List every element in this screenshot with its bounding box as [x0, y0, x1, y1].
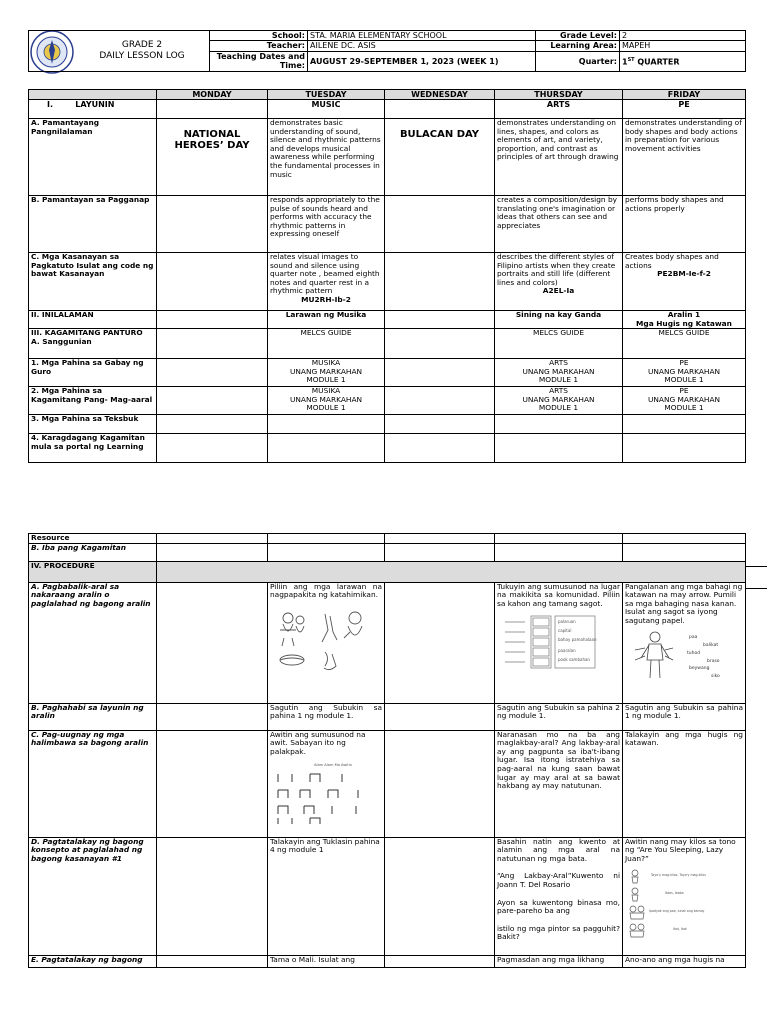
cell-pe-friday: Ano-ano ang mga hugis na: [623, 955, 746, 967]
cell-pa-tuesday: Piliin ang mga larawan na nagpapakita ng katahimikan.: [268, 582, 385, 703]
day-wednesday: WEDNESDAY: [385, 90, 495, 100]
cell-pd-tuesday: Talakayin ang Tuklasin pahina 4 ng module 1: [268, 837, 385, 955]
page-edge-line: [745, 588, 767, 589]
row-label-b: B. Pamantayan sa Pagganap: [29, 196, 157, 253]
day-monday: MONDAY: [157, 90, 268, 100]
log-title: DAILY LESSON LOG: [99, 51, 185, 61]
resource-label: Resource: [29, 534, 157, 544]
row-label-a: A. Pamantayang Pangnilalaman: [29, 119, 157, 196]
school-value: STA. MARIA ELEMENTARY SCHOOL: [308, 31, 536, 41]
song-line: Ikot, Ikot: [673, 927, 687, 932]
day-tuesday: TUESDAY: [268, 90, 385, 100]
box-word: bahay pamahalaan: [558, 637, 597, 643]
community-places-image: [497, 614, 615, 674]
row-label-pd: D. Pagtatalakay ng bagong konsepto at paglalahad ng bagong kasanayan #1: [29, 837, 157, 955]
procedure-label: IV. PROCEDURE: [29, 561, 157, 582]
cell-1-tuesday: MUSIKA UNANG MARKAHAN MODULE 1: [268, 359, 385, 387]
row-label-2: 2. Mga Pahina sa Kagamitang Pang- Mag-aaral: [29, 387, 157, 415]
subject-pe: PE: [623, 100, 746, 119]
holiday-wednesday: BULACAN DAY: [385, 119, 495, 196]
body-word: beywang: [689, 665, 710, 671]
cell-pc-thursday: Naranasan mo na ba ang maglakbay-aral? Ang lakbay-aral ay ang pagpunta sa iba't-ibang lugar. Isa itong istratehiya sa pag-aaral na kung saan bawat lugar ay may aral at sa bawat hakbang ay may natutunan.: [495, 730, 623, 837]
song-line: Ipadyak ang paa, iunat ang kamay: [649, 909, 705, 914]
cell-2-thursday: ARTS UNANG MARKAHAN MODULE 1: [495, 387, 623, 415]
cell-a-tuesday: demonstrates basic understanding of sound, silence and rhythmic patterns and develops musical awareness while performing the fundamental processes in music: [268, 119, 385, 196]
cell-iii-friday: MELCS GUIDE: [623, 329, 746, 359]
procedure-table: [28, 533, 746, 968]
box-word: paaralan: [558, 648, 576, 654]
cell-pa-thursday: Tukuyin ang sumusunod na lugar na makikita sa komunidad. Piliin sa kahon ang tamang sagot. palaruan capital bahay pamahalaan paaralan pook sambahan: [495, 582, 623, 703]
cell-2-friday: PE UNANG MARKAHAN MODULE 1: [623, 387, 746, 415]
teacher-label: Teacher:: [210, 41, 308, 51]
cell-c-friday: Creates body shapes and actions PE2BM-Ie-f-2: [623, 253, 746, 311]
day-thursday: THURSDAY: [495, 90, 623, 100]
cell-pb-thursday: Sagutin ang Subukin sa pahina 2 ng module 1.: [495, 703, 623, 730]
rhythm-notation-image: [270, 760, 374, 826]
row-label-pc: C. Pag-uugnay ng mga halimbawa sa bagong aralin: [29, 730, 157, 837]
cell-1-thursday: ARTS UNANG MARKAHAN MODULE 1: [495, 359, 623, 387]
song-title: Alam Alam Mo Awitin: [314, 763, 352, 768]
cell-pc-tuesday: Awitin ang sumusunod na awit. Sabayan ito ng palakpak. Alam Alam Mo Awitin: [268, 730, 385, 837]
holiday-monday: NATIONAL HEROES’ DAY: [157, 119, 268, 196]
row-label-4: 4. Karagdagang Kagamitan mula sa portal ng Learning: [29, 434, 157, 463]
cell-pe-tuesday: Tama o Mali. Isulat ang: [268, 955, 385, 967]
cell-pa-friday: Pangalanan ang mga bahagi ng katawan na may arrow. Pumili sa mga bahaging nasa kanan. Isulat ang sagot sa iyong sagutang papel. paa balikat tuhod braso beywang siko: [623, 582, 746, 703]
blank-header: [29, 90, 157, 100]
song-line: Tayo'y mag-kilos, Tayo'y mag-kilos: [651, 873, 706, 878]
cell-pe-thursday: Pagmasdan ang mga likhang: [495, 955, 623, 967]
header-table: [28, 30, 746, 72]
learning-area-label: Learning Area:: [536, 41, 620, 51]
song-line: Itaas, ibaba: [665, 891, 684, 896]
teacher-value: AILENE DC. ASIS: [308, 41, 536, 51]
row-label-pa: A. Pagbabalik-aral sa nakaraang aralin o paglalahad ng bagong aralin: [29, 582, 157, 703]
cell-c-thursday: describes the different styles of Filipino artists when they create portraits and still life (different lines and colors) A2EL-Ia: [495, 253, 623, 311]
cell-a-friday: demonstrates understanding of body shapes and body actions in preparation for various movement activities: [623, 119, 746, 196]
cell-ii-friday: Aralin 1 Mga Hugis ng Katawan: [623, 311, 746, 329]
body-word: paa: [689, 634, 698, 640]
cell-pb-tuesday: Sagutin ang Subukin sa pahina 1 ng module 1.: [268, 703, 385, 730]
cell-2-tuesday: MUSIKA UNANG MARKAHAN MODULE 1: [268, 387, 385, 415]
row-label-1: 1. Mga Pahina sa Gabay ng Guro: [29, 359, 157, 387]
cell-a-thursday: demonstrates understanding on lines, shapes, and colors as elements of art, and variety, proportion, and contrast as principles of art through drawing: [495, 119, 623, 196]
cell-ii-tuesday: Larawan ng Musika: [268, 311, 385, 329]
code-arts: A2EL-Ia: [542, 286, 575, 296]
quarter-value: 1ST QUARTER: [620, 51, 746, 72]
school-label: School:: [210, 31, 308, 41]
iba-label: B. Iba pang Kagamitan: [29, 543, 157, 561]
teaching-dates-value: AUGUST 29-SEPTEMBER 1, 2023 (WEEK 1): [308, 51, 536, 72]
cell-pb-friday: Sagutin ang Subukin sa pahina 1 ng module 1.: [623, 703, 746, 730]
grade-title: GRADE 2: [121, 40, 163, 50]
body-word: siko: [711, 673, 720, 679]
cell-b-friday: performs body shapes and actions properly: [623, 196, 746, 253]
grade-log-title-cell: [29, 31, 210, 72]
cell-iii-tuesday: MELCS GUIDE: [268, 329, 385, 359]
body-word: braso: [707, 658, 720, 664]
grade-level-label: Grade Level:: [536, 31, 620, 41]
layunin-label: I. LAYUNIN: [29, 100, 157, 119]
body-parts-image: [625, 630, 741, 682]
body-word: balikat: [703, 642, 719, 648]
silence-pictures-image: [270, 608, 370, 676]
cell-pd-friday: Awitin nang may kilos sa tono ng “Are You Sleeping, Lazy Juan?” Tayo'y mag-kilos, Tayo'y mag-kilos Itaas, ibaba Ipadyak ang paa, iunat ang kamay Ikot, Ikot: [623, 837, 746, 955]
cell-c-tuesday: relates visual images to sound and silence using quarter note , beamed eighth notes and quarter rest in a rhythmic pattern MU2RH-Ib-2: [268, 253, 385, 311]
cell-b-tuesday: responds appropriately to the pulse of sounds heard and performs with accuracy the rhythmic patterns in expressing oneself: [268, 196, 385, 253]
day-friday: FRIDAY: [623, 90, 746, 100]
cell-pd-thursday: Basahin natin ang kwento at alamin ang mga aral na natutunan ng mga bata. “Ang Lakbay-Aral”Kuwento ni Joann T. Del Rosario Ayon sa kuwentong binasa mo, pare-pareho ba ang istilo ng mga pintor sa pagguhit? Bakit?: [495, 837, 623, 955]
teaching-dates-label: Teaching Dates and Time:: [210, 51, 308, 72]
cell-1-friday: PE UNANG MARKAHAN MODULE 1: [623, 359, 746, 387]
box-word: capital: [558, 628, 572, 634]
learning-area-value: MAPEH: [620, 41, 746, 51]
cell-b-thursday: creates a composition/design by translating one's imagination or ideas that others can see and appreciates: [495, 196, 623, 253]
cell-ii-thursday: Sining na kay Ganda: [495, 311, 623, 329]
page-edge-line: [745, 566, 767, 567]
row-label-3: 3. Mga Pahina sa Teksbuk: [29, 415, 157, 434]
row-label-ii: II. INILALAMAN: [29, 311, 157, 329]
code-pe: PE2BM-Ie-f-2: [657, 269, 711, 279]
code-music: MU2RH-Ib-2: [301, 294, 351, 304]
grade-level-value: 2: [620, 31, 746, 41]
action-song-image: [625, 867, 741, 939]
cell-iii-thursday: MELCS GUIDE: [495, 329, 623, 359]
box-word: palaruan: [558, 619, 576, 625]
row-label-pe: E. Pagtatalakay ng bagong: [29, 955, 157, 967]
body-word: tuhod: [687, 650, 701, 656]
subject-arts: ARTS: [495, 100, 623, 119]
row-label-iii: III. KAGAMITANG PANTURO A. Sanggunian: [29, 329, 157, 359]
quarter-label: Quarter:: [536, 51, 620, 72]
box-word: pook sambahan: [558, 657, 590, 663]
subject-music: MUSIC: [268, 100, 385, 119]
row-label-c: C. Mga Kasanayan sa Pagkatuto Isulat ang code ng bawat Kasanayan: [29, 253, 157, 311]
row-label-pb: B. Paghahabi sa layunin ng aralin: [29, 703, 157, 730]
lesson-log-table: [28, 89, 746, 463]
cell-pc-friday: Talakayin ang mga hugis ng katawan.: [623, 730, 746, 837]
